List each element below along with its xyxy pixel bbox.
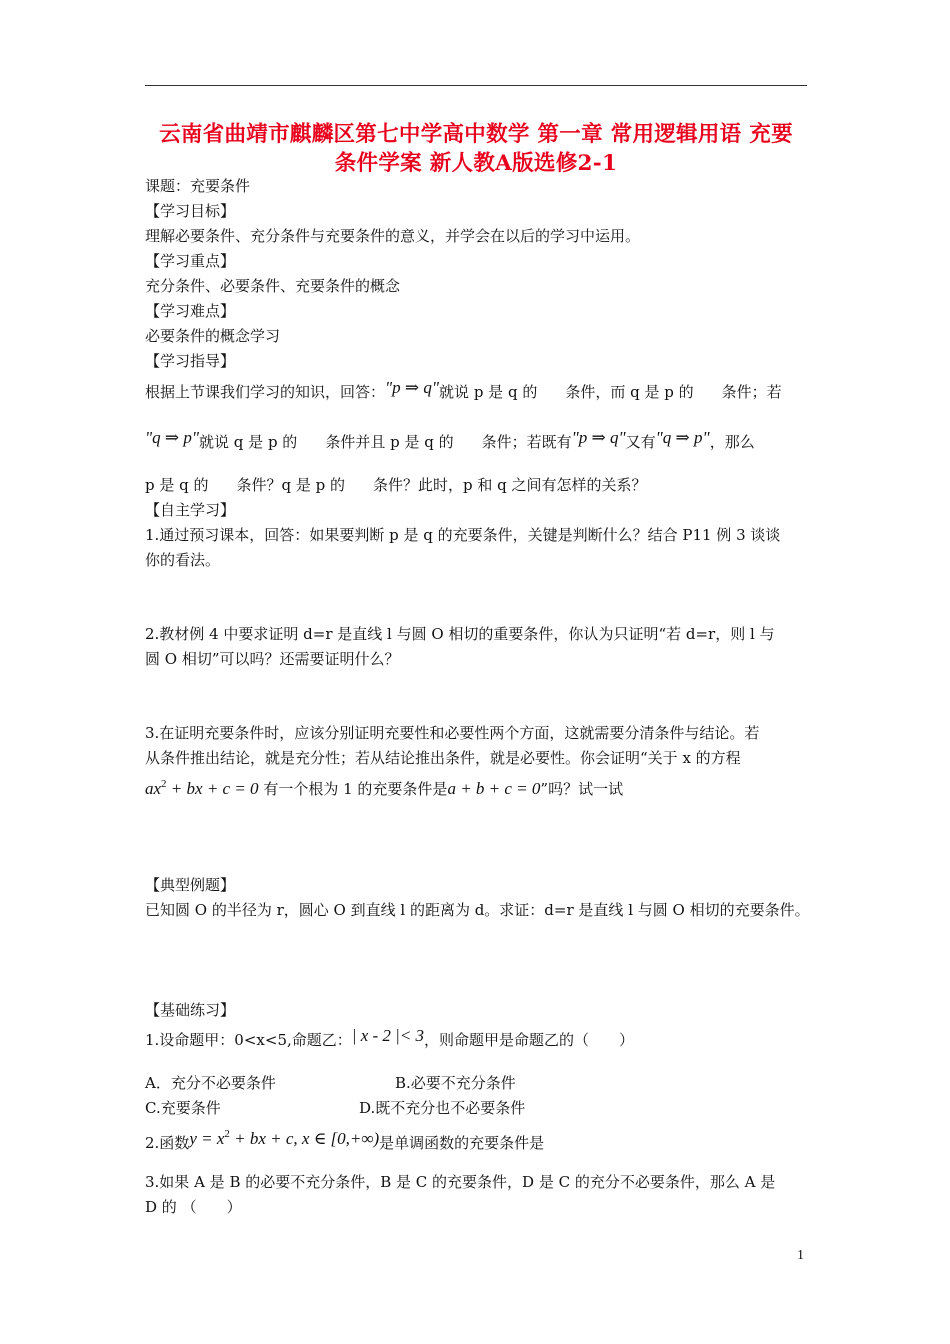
self-q3-line-3: $ax^2$ + bx + c = 0 有一个根为 1 的充要条件是a + b + c = 0”吗？试一试 bbox=[145, 778, 624, 798]
header-rule bbox=[145, 85, 807, 86]
guide-line-1: 根据上节课我们学习的知识，回答："p ⇒ q"就说 p 是 q 的 条件，而 q 是 p 的 条件；若 bbox=[145, 378, 782, 401]
title-line-1: 云南省曲靖市麒麟区第七中学高中数学 第一章 常用逻辑用语 充要 bbox=[159, 122, 793, 147]
goal-text: 理解必要条件、充分条件与充要条件的意义，并学会在以后的学习中运用。 bbox=[145, 227, 641, 245]
example-heading: 【典型例题】 bbox=[145, 876, 236, 894]
implication-p-q: "p ⇒ q" bbox=[571, 428, 626, 447]
function-expression: $y = x^2$ + bx + c, x ∈ [0,+∞) bbox=[189, 1128, 380, 1148]
page-number: 1 bbox=[797, 1248, 804, 1263]
self-q1-line-2: 你的看法。 bbox=[145, 551, 221, 569]
guide-line-2: "q ⇒ p"就说 q 是 p 的 条件并且 p 是 q 的 条件；若既有"p ⇒ q"又有"q ⇒ p"，那么 bbox=[145, 428, 755, 451]
option-a: A．充分不必要条件 bbox=[145, 1074, 276, 1092]
practice-2: 2.函数$y = x^2$ + bx + c, x ∈ [0,+∞)是单调函数的充要条件是 bbox=[145, 1128, 545, 1152]
title-line-2: 条件学案 新人教A版选修2-1 bbox=[334, 151, 618, 176]
implication-q-p: "q ⇒ p" bbox=[655, 428, 710, 447]
basic-practice-heading: 【基础练习】 bbox=[145, 1001, 236, 1019]
self-q3-line-2: 从条件推出结论，就是充分性；若从结论推出条件，就是必要性。你会证明“关于 x 的方程 bbox=[145, 749, 741, 767]
option-c: C.充要条件 bbox=[145, 1099, 221, 1117]
self-q2-line-1: 2.教材例 4 中要求证明 d=r 是直线 l 与圆 O 相切的重要条件，你认为只证明“若 d=r，则 l 与 bbox=[145, 625, 775, 643]
option-d: D.既不充分也不必要条件 bbox=[359, 1099, 526, 1117]
practice-3-line-1: 3.如果 A 是 B 的必要不充分条件，B 是 C 的充要条件，D 是 C 的充分不必要条件，那么 A 是 bbox=[145, 1173, 776, 1191]
coefficient-sum-equation: a + b + c = 0 bbox=[447, 779, 541, 798]
implication-p-q: "p ⇒ q" bbox=[385, 378, 440, 397]
guide-line-3: p 是 q 的 条件？q 是 p 的 条件？此时，p 和 q 之间有怎样的关系？ bbox=[145, 476, 647, 494]
self-study-heading: 【自主学习】 bbox=[145, 501, 236, 519]
option-b: B.必要不充分条件 bbox=[395, 1074, 516, 1092]
implication-q-p: "q ⇒ p" bbox=[145, 428, 200, 447]
key-text: 充分条件、必要条件、充要条件的概念 bbox=[145, 277, 401, 295]
self-q2-line-2: 圆 O 相切”可以吗？还需要证明什么？ bbox=[145, 650, 400, 668]
lesson-topic: 课题：充要条件 bbox=[145, 177, 251, 195]
goal-heading: 【学习目标】 bbox=[145, 202, 236, 220]
difficulty-text: 必要条件的概念学习 bbox=[145, 327, 281, 345]
absolute-value-inequality: | x - 2 |< 3 bbox=[351, 1026, 425, 1045]
self-q3-line-1: 3.在证明充要条件时，应该分别证明充要性和必要性两个方面，这就需要分清条件与结论。若 bbox=[145, 724, 760, 742]
key-heading: 【学习重点】 bbox=[145, 252, 236, 270]
guide-heading: 【学习指导】 bbox=[145, 352, 236, 370]
quadratic-equation: $ax^2$ + bx + c = 0 bbox=[145, 778, 259, 798]
example-text: 已知圆 O 的半径为 r，圆心 O 到直线 l 的距离为 d。求证：d=r 是直线 l 与圆 O 相切的充要条件。 bbox=[145, 901, 810, 919]
document-title bbox=[140, 120, 812, 178]
difficulty-heading: 【学习难点】 bbox=[145, 302, 236, 320]
self-q1-line-1: 1.通过预习课本，回答：如果要判断 p 是 q 的充要条件，关键是判断什么？结合 P11 例 3 谈谈 bbox=[145, 526, 781, 544]
practice-1: 1.设命题甲：0<x<5,命题乙：| x - 2 |< 3，则命题甲是命题乙的（ ） bbox=[145, 1026, 635, 1049]
practice-3-line-2: D 的 （ ） bbox=[145, 1198, 242, 1216]
